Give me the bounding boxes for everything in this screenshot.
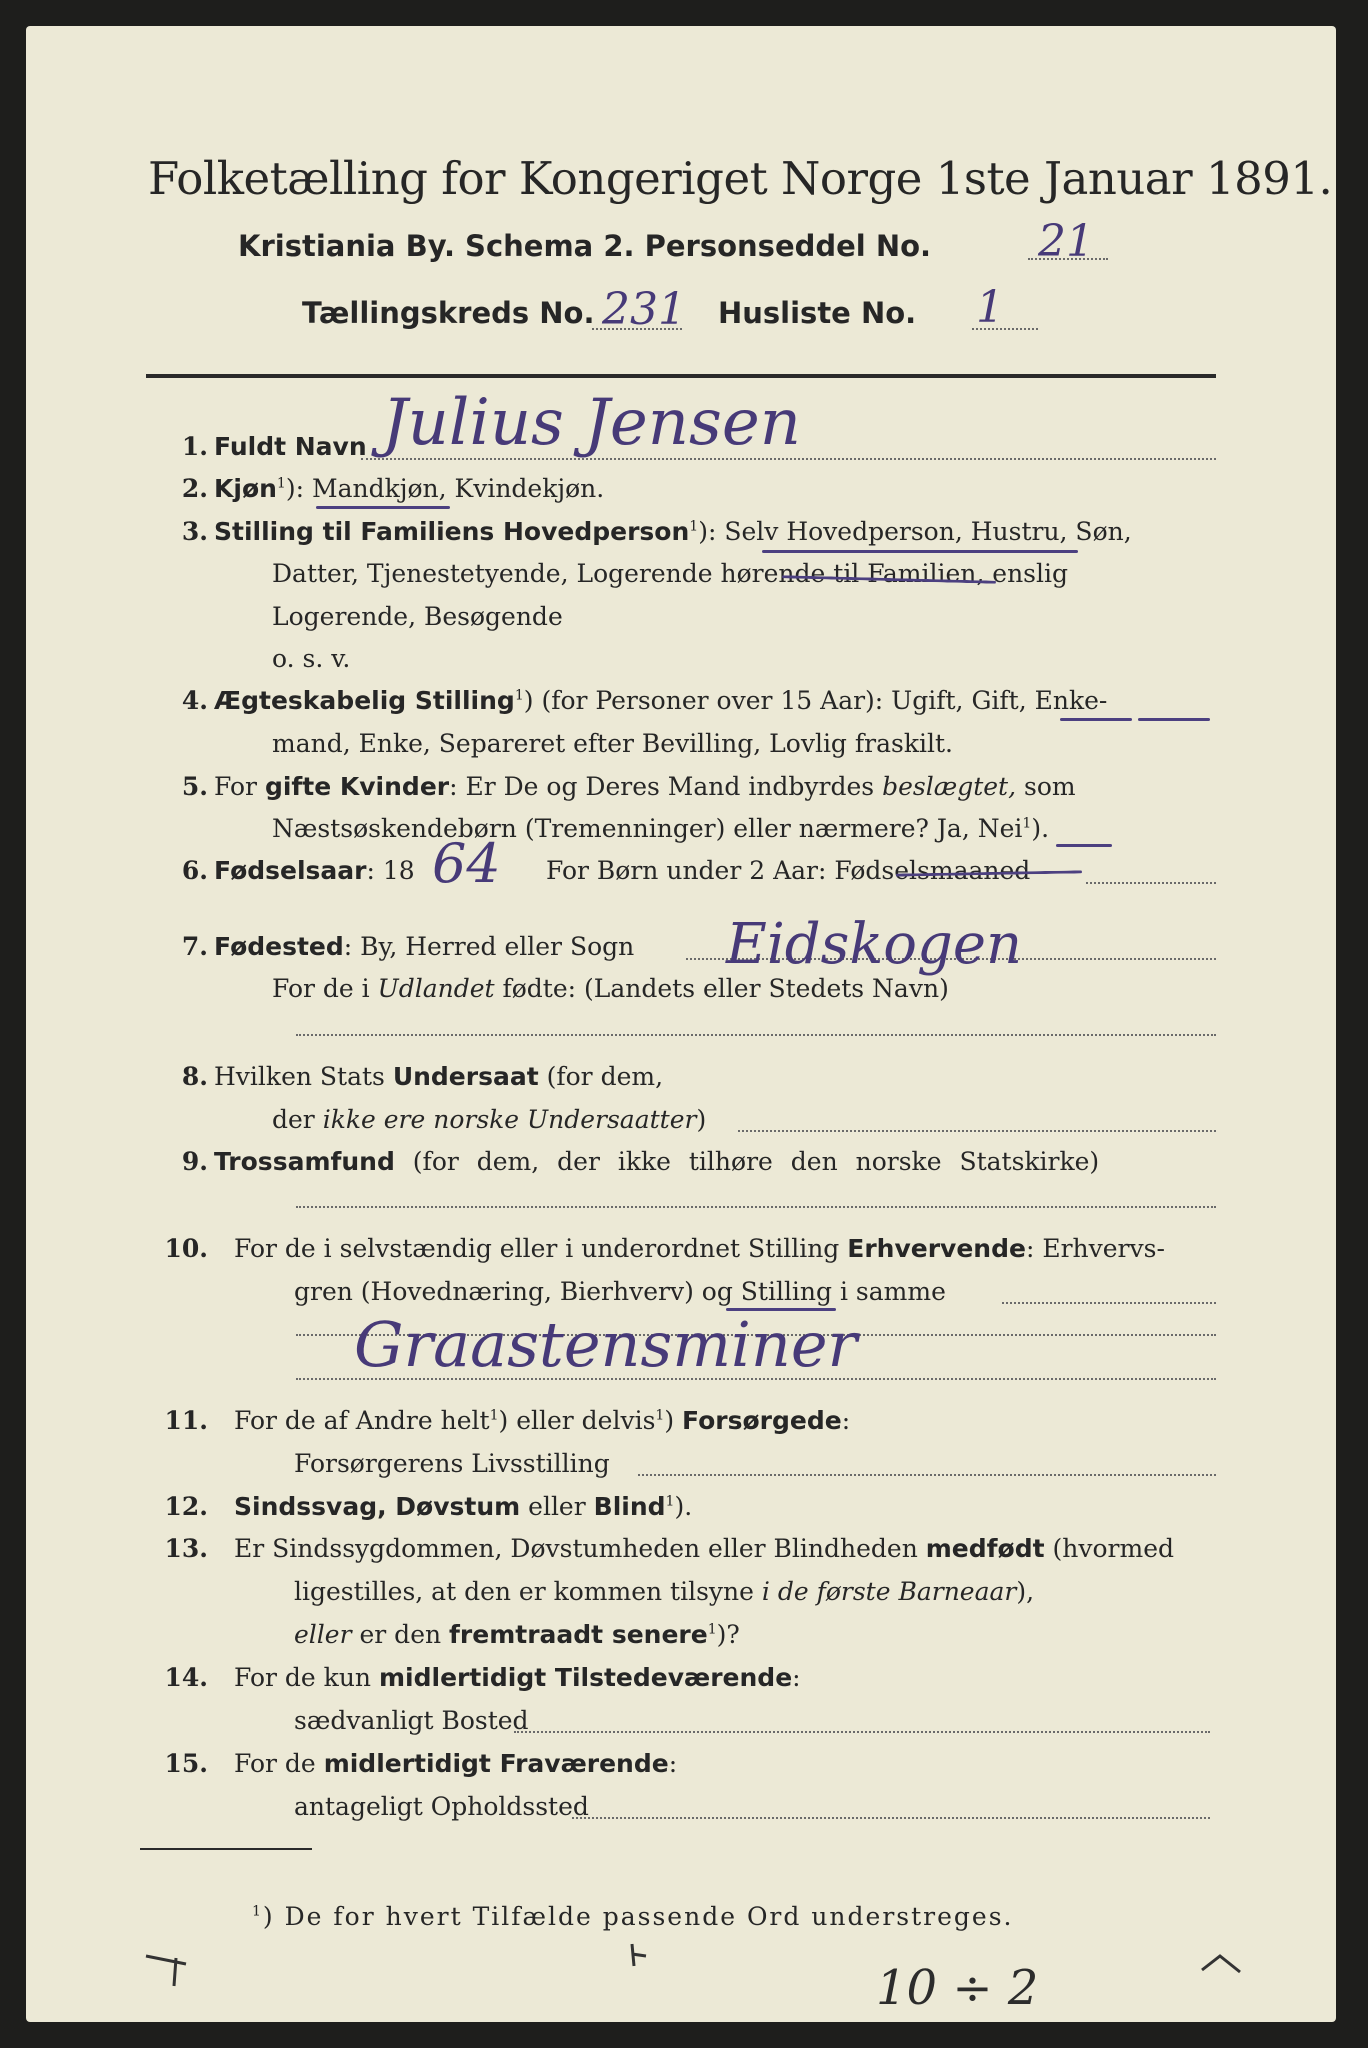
q12-label-b: Blind xyxy=(593,1492,666,1521)
husliste-dots xyxy=(972,328,1038,330)
q10-text-a: For de i selvstændig eller i underordnet Stilling xyxy=(234,1234,848,1263)
right-mark-icon xyxy=(1202,1956,1240,1972)
q11-line2: Forsørgerens Livsstilling xyxy=(294,1449,610,1478)
q3-rest: ): Selv Hovedperson, Hustru, Søn, xyxy=(698,517,1132,546)
q6-dots xyxy=(1086,882,1216,884)
q9-number: 9. xyxy=(181,1147,208,1176)
q2-line xyxy=(214,474,604,503)
q4-underline-gift xyxy=(1060,718,1132,721)
q10-line2: gren (Hovednæring, Bierhverv) og Stilling i samme xyxy=(294,1277,946,1306)
q8-label: Undersaat xyxy=(392,1062,539,1091)
q5-line1 xyxy=(214,772,1076,801)
q5-label: gifte Kvinder xyxy=(264,772,450,801)
q13-line2b: ), xyxy=(1016,1577,1035,1606)
q8-text-a: Hvilken Stats xyxy=(214,1062,393,1091)
q2-rest: ): Mandkjøn, Kvindekjøn. xyxy=(285,474,605,503)
q7-line1 xyxy=(214,932,634,961)
q4-label: Ægteskabelig Stilling xyxy=(214,686,515,715)
q3-number: 3. xyxy=(181,517,208,546)
left-mark-icon xyxy=(146,1956,186,1986)
q6-number: 6. xyxy=(181,856,208,885)
q7-number: 7. xyxy=(181,932,208,961)
q2-underline-mandkjon xyxy=(316,506,450,509)
q8-line1 xyxy=(214,1062,663,1091)
q14-text-a: For de kun xyxy=(234,1663,379,1692)
q11-text-c: ) xyxy=(664,1406,683,1435)
q11-number: 11. xyxy=(164,1406,208,1435)
q4-sup: 1 xyxy=(514,687,524,704)
center-mark-icon xyxy=(632,1944,646,1966)
q8-line2 xyxy=(272,1105,706,1134)
q10-line2-dots xyxy=(1002,1302,1216,1304)
q3-sup: 1 xyxy=(689,518,699,535)
q8-number: 8. xyxy=(181,1062,208,1091)
footnote xyxy=(252,1902,1013,1931)
q9-line1 xyxy=(214,1147,1099,1176)
q9-rest: (for dem, der ikke tilhøre den norske Statskirke) xyxy=(394,1147,1100,1176)
bottom-handwritten-note: 10 ÷ 2 xyxy=(876,1960,1039,2016)
personseddel-dots xyxy=(1028,258,1108,260)
q15-text-a: For de xyxy=(234,1749,324,1778)
q7-line2-italic: Udlandet xyxy=(377,974,495,1003)
q13-line3-bold: fremtraadt senere xyxy=(449,1620,708,1649)
q4-rest: ) (for Personer over 15 Aar): Ugift, Gift, Enke- xyxy=(523,686,1108,715)
q8-text-b: (for dem, xyxy=(538,1062,664,1091)
q13-line3c: )? xyxy=(716,1620,740,1649)
q13-line2-italic: i de første Barneaar xyxy=(761,1577,1017,1606)
taellingskreds-dots xyxy=(592,328,682,330)
q6-year-answer: 64 xyxy=(432,832,501,895)
q2-sup: 1 xyxy=(276,475,286,492)
q14-dots xyxy=(514,1731,1210,1733)
header-rule xyxy=(146,374,1216,378)
q8-dots xyxy=(738,1130,1216,1132)
husliste-label: Husliste No. xyxy=(718,296,917,330)
q12-sup: 1 xyxy=(665,1493,675,1510)
q1-answer-name: Julius Jensen xyxy=(382,386,801,460)
q13-line1 xyxy=(234,1534,1174,1563)
q5-sup: 1 xyxy=(1022,815,1032,832)
q4-line1 xyxy=(214,686,1107,715)
q14-line2: sædvanligt Bosted xyxy=(294,1706,529,1735)
footnote-rule xyxy=(140,1848,312,1850)
personseddel-number: 21 xyxy=(1038,216,1094,267)
q3-line2: Datter, Tjenestetyende, Logerende hørende til Familien, enslig xyxy=(272,559,1069,588)
q6-rest2: For Børn under 2 Aar: Fødselsmaaned xyxy=(546,856,1031,885)
q6-line1 xyxy=(214,856,415,885)
q9-line2-dots xyxy=(296,1206,1216,1208)
q11-sup2: 1 xyxy=(655,1407,665,1424)
q4-underline-enkemand xyxy=(1138,718,1210,721)
q14-line1 xyxy=(234,1663,801,1692)
q1-number: 1. xyxy=(181,432,208,461)
q12-number: 12. xyxy=(164,1492,208,1521)
q4-number: 4. xyxy=(181,686,208,715)
q5-text-a: For xyxy=(214,772,265,801)
form-subtitle: Kristiania By. Schema 2. Personseddel No. xyxy=(238,229,932,263)
q7-answer-birthplace: Eidskogen xyxy=(726,912,1023,977)
q10-label: Erhvervende xyxy=(847,1234,1026,1263)
q3-line4: o. s. v. xyxy=(272,644,351,673)
q8-line2-italic: ikke ere norske Undersaatter xyxy=(322,1105,697,1134)
q4-line2: mand, Enke, Separeret efter Bevilling, Lovlig fraskilt. xyxy=(272,729,953,758)
q5-line2-end: ). xyxy=(1031,814,1050,843)
q15-dots xyxy=(572,1817,1210,1819)
footnote-text: ) De for hvert Tilfælde passende Ord understreges. xyxy=(262,1902,1014,1931)
q10-line4-dots xyxy=(296,1378,1216,1380)
q15-line2: antageligt Opholdssted xyxy=(294,1792,589,1821)
q14-number: 14. xyxy=(164,1663,208,1692)
q8-line2a: der xyxy=(272,1105,323,1134)
q12-label-a: Sindssvag, Døvstum xyxy=(234,1492,521,1521)
q5-text-b: : Er De og Deres Mand indbyrdes xyxy=(449,772,883,801)
q12-line1 xyxy=(234,1492,692,1521)
q7-line2 xyxy=(272,974,949,1003)
footnote-sup: 1 xyxy=(252,1903,263,1920)
q9-label: Trossamfund xyxy=(214,1147,395,1176)
q10-line1 xyxy=(234,1234,1165,1263)
q11-line1 xyxy=(234,1406,850,1435)
q6-label: Fødselsaar xyxy=(214,856,367,885)
q13-text-b: (hvormed xyxy=(1044,1534,1174,1563)
q8-line2b: ) xyxy=(696,1105,707,1134)
taellingskreds-label: Tællingskreds No. xyxy=(302,296,595,330)
q5-line2 xyxy=(272,814,1049,843)
q5-underline-nei xyxy=(1056,844,1112,847)
husliste-number: 1 xyxy=(976,282,1004,333)
q15-number: 15. xyxy=(164,1749,208,1778)
q13-text-a: Er Sindssygdommen, Døvstumheden eller Blindheden xyxy=(234,1534,926,1563)
q13-line2a: ligestilles, at den er kommen tilsyne xyxy=(294,1577,762,1606)
q2-number: 2. xyxy=(181,474,208,503)
q10-answer-occupation: Graastensminer xyxy=(354,1308,858,1381)
q11-dots xyxy=(638,1474,1216,1476)
q15-line1 xyxy=(234,1749,677,1778)
q11-text-d: : xyxy=(841,1406,851,1435)
q5-line2-text: Næstsøskendebørn (Tremenninger) eller nærmere? Ja, Nei xyxy=(272,814,1023,843)
q5-text-c: som xyxy=(1016,772,1076,801)
q14-label: midlertidigt Tilstedeværende xyxy=(378,1663,793,1692)
q13-line3-italic: eller xyxy=(294,1620,352,1649)
q7-line2a: For de i xyxy=(272,974,378,1003)
q13-line3a: er den xyxy=(351,1620,450,1649)
q5-number: 5. xyxy=(181,772,208,801)
q11-label: Forsørgede xyxy=(682,1406,842,1435)
q15-text-b: : xyxy=(668,1749,678,1778)
q3-line3: Logerende, Besøgende xyxy=(272,602,563,631)
taellingskreds-number: 231 xyxy=(602,284,686,335)
form-title: Folketælling for Kongeriget Norge 1ste Januar 1891. xyxy=(148,152,1333,205)
q15-label: midlertidigt Fraværende xyxy=(323,1749,669,1778)
q13-line3 xyxy=(294,1620,740,1649)
q12-end: ). xyxy=(674,1492,693,1521)
q11-text-b: ) eller delvis xyxy=(498,1406,656,1435)
q3-label: Stilling til Familiens Hovedperson xyxy=(214,517,690,546)
q14-text-b: : xyxy=(792,1663,801,1692)
q7-line3-dots xyxy=(296,1034,1216,1036)
q5-text-italic: beslægtet, xyxy=(882,772,1017,801)
q10-number: 10. xyxy=(164,1234,208,1263)
q13-label: medfødt xyxy=(925,1534,1045,1563)
q7-line2b: fødte: (Landets eller Stedets Navn) xyxy=(494,974,949,1003)
q7-rest: : By, Herred eller Sogn xyxy=(343,932,635,961)
q13-number: 13. xyxy=(164,1534,208,1563)
q2-label: Kjøn xyxy=(214,474,277,503)
q11-sup1: 1 xyxy=(489,1407,499,1424)
q11-text-a: For de af Andre helt xyxy=(234,1406,490,1435)
q10-text-b: : Erhvervs- xyxy=(1025,1234,1165,1263)
q3-line1 xyxy=(214,517,1132,546)
q6-rest: : 18 xyxy=(366,856,415,885)
census-form-page xyxy=(26,26,1336,2022)
q1-label: Fuldt Navn xyxy=(214,432,367,461)
q12-text: eller xyxy=(520,1492,594,1521)
q3-underline-selv-hovedperson xyxy=(762,550,1078,553)
q7-label: Fødested xyxy=(214,932,344,961)
q13-line2 xyxy=(294,1577,1034,1606)
q13-sup: 1 xyxy=(707,1621,717,1638)
